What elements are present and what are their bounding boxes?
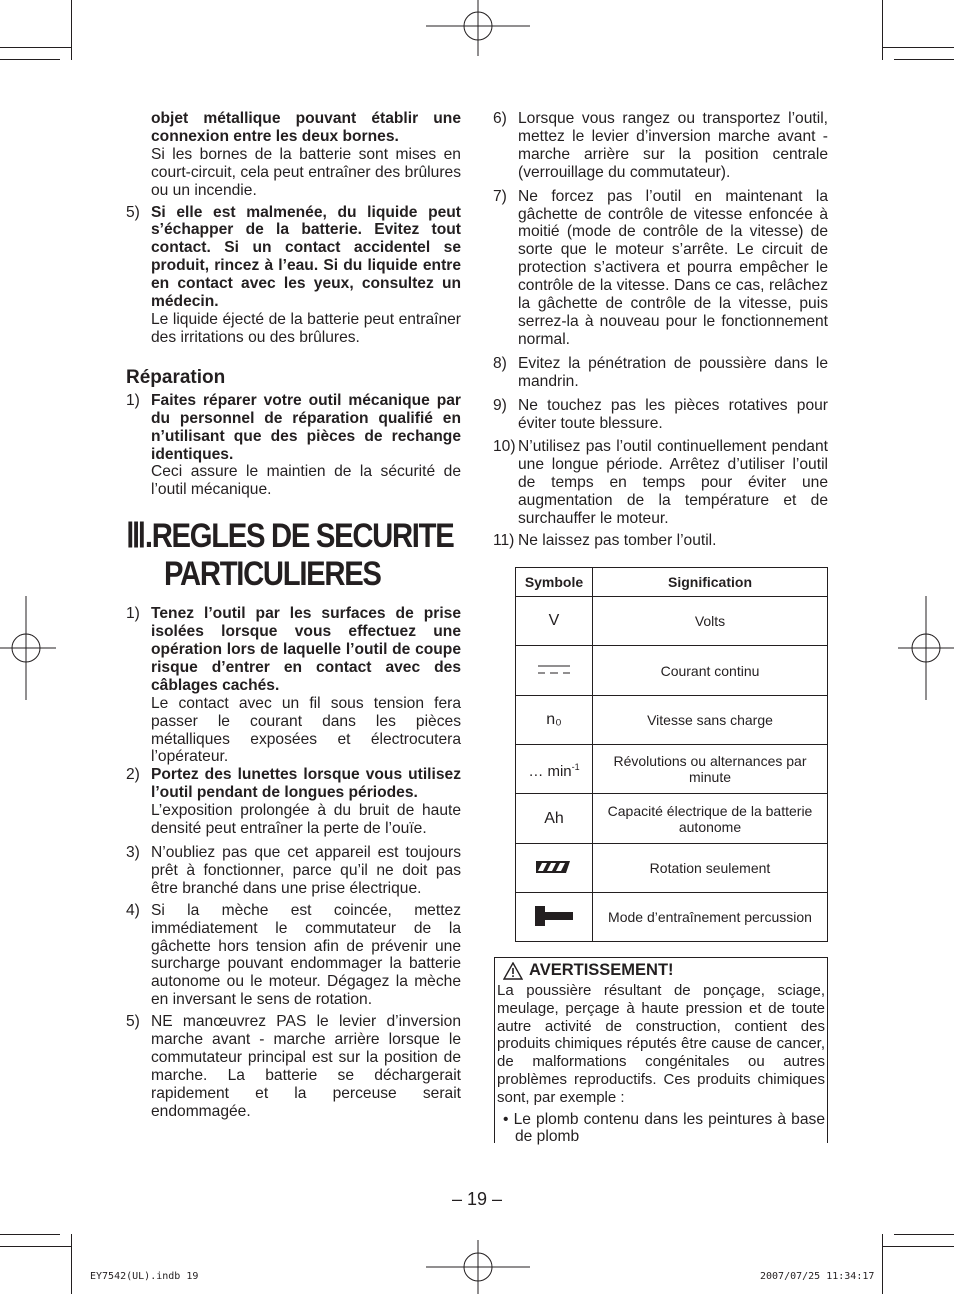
header-symbol: Symbole [516, 568, 593, 597]
item-number: 8) [493, 354, 507, 372]
item-number: 5) [126, 1013, 140, 1031]
meaning-cell: Volts [593, 597, 828, 646]
list-item [126, 605, 461, 766]
warning-box [494, 957, 828, 1146]
symbol-cell [516, 844, 593, 893]
item-bold-text: Faites réparer votre outil mécanique par du personnel de réparation qualifié en n’utilisant que des pièces de rechange identiques. [151, 391, 461, 463]
item-bold-text: Portez des lunettes lorsque vous utilisez l’outil pendant de longues périodes. [151, 766, 461, 802]
list-item [493, 438, 828, 528]
item-number: 9) [493, 396, 507, 414]
list-item [126, 1013, 461, 1120]
registration-mark-top [426, 0, 530, 56]
section-numeral: Ⅲ. [126, 517, 152, 556]
item-text: N’utilisez pas l’outil continuellement pendant une longue période. Arrêtez d’utiliser l’outil de temps en temps pour éviter une augmentation de la température et de surchauffer le moteur. [518, 438, 828, 528]
registration-mark-bottom [426, 1240, 530, 1294]
item-text: N’oubliez pas que cet appareil est toujours prêt à fonctionner, parce qu’il ne doit pas être branché dans une prise électrique. [151, 844, 461, 897]
list-item [126, 204, 461, 347]
meaning-cell: Vitesse sans charge [593, 696, 828, 745]
symbol-cell: n₀ [516, 696, 593, 745]
item-text: Lorsque vous rangez ou transportez l’outil, mettez le levier d’inversion marche avant - marche arrière sur la position centrale (verrouillage du commutateur). [518, 110, 828, 181]
item-text: Si la mèche est coincée, mettez immédiatement le commutateur de la gâchette hors tension afin de prévenir une surcharge pouvant endommager la batterie autonome ou le moteur. Dégagez la mèche en inversant le sens de rotation. [151, 901, 461, 1009]
table-row [516, 893, 828, 942]
item-text: Ne laissez pas tomber l’outil. [518, 531, 717, 549]
hammer-icon [535, 905, 573, 927]
meaning-cell: Capacité électrique de la batterie autonome [593, 794, 828, 844]
crop-mark [882, 47, 954, 48]
symbol-cell: Ah [516, 794, 593, 844]
symbol-cell: V [516, 597, 593, 646]
item-text: Ceci assure le maintien de la sécurité de l’outil mécanique. [151, 463, 461, 499]
meaning-cell: Mode d’entraînement percussion [593, 893, 828, 942]
item-text: Le liquide éjecté de la batterie peut entraîner des irritations ou des brûlures. [151, 310, 461, 346]
crop-mark [894, 59, 954, 60]
section-title [126, 517, 461, 601]
list-item [493, 110, 828, 182]
list-item [126, 902, 461, 1009]
crop-mark [882, 0, 883, 60]
crop-mark [0, 47, 72, 48]
symbol-superscript: -1 [571, 761, 580, 772]
section-title-line2: PARTICULIERES [164, 555, 381, 594]
section-title-line1: REGLES DE SECURITE [151, 517, 454, 556]
meaning-cell: Courant continu [593, 646, 828, 696]
item-text: NE manœuvrez PAS le levier d’inversion marche avant - marche arrière lorsque le commutateur principal est sur la position de marche. La batterie se déchargerait rapidement et la perceuse serait endommagée. [151, 1013, 461, 1120]
item-text: Evitez la pénétration de poussière dans le mandrin. [518, 354, 828, 390]
item-bold-text: Si elle est malmenée, du liquide peut s’échapper de la batterie. Evitez tout contact. Si un contact accidentel se produit, rincez à l’eau. Si du liquide entre en contact avec les yeux, consultez un médecin. [151, 203, 461, 311]
item-text: Ne forcez pas l’outil en maintenant la gâchette de contrôle de vitesse enfoncée à moitié (mode de contrôle de la vitesse) de sorte que le moteur s’arrête. Le circuit de protection s’activera et pourra empêcher le contrôle de la vitesse. Dans ce cas, relâchez la gâchette de contrôle de la vitesse, puis serrez-la à nouveau pour le fonctionnement normal. [518, 187, 828, 348]
list-item [493, 397, 828, 433]
crop-mark [882, 1246, 954, 1247]
table-row [516, 646, 828, 696]
crop-mark [71, 0, 72, 60]
crop-mark [894, 1234, 954, 1235]
left-column [126, 110, 461, 1121]
list-item [493, 188, 828, 349]
intro-bold-text: objet métallique pouvant établir une connexion entre les deux bornes. [151, 110, 461, 145]
item-number: 10) [493, 438, 516, 456]
crop-mark [0, 1234, 60, 1235]
footer-datetime: 2007/07/25 11:34:17 [760, 1271, 875, 1282]
item-number: 2) [126, 766, 140, 784]
header-meaning: Signification [593, 568, 828, 597]
page-number: – 19 – [451, 1189, 503, 1209]
symbol-cell [516, 893, 593, 942]
symbol-cell [516, 646, 593, 696]
item-bold-text: Tenez l’outil par les surfaces de prise isolées lorsque vous effectuez une opération lors de laquelle l’outil de coupe risque d’entrer en contact avec des câblages cachés. [151, 605, 461, 694]
symbol-table [515, 567, 828, 942]
reparation-heading: Réparation [126, 366, 226, 388]
crop-mark [0, 59, 60, 60]
item-text: Ne touchez pas les pièces rotatives pour éviter toute blessure. [518, 396, 828, 432]
item-number: 3) [126, 844, 140, 861]
warning-header [497, 960, 825, 982]
list-item [126, 392, 461, 499]
list-item [126, 766, 461, 838]
crop-mark [0, 1246, 72, 1247]
item-text: L’exposition prolongée à du bruit de haute densité peut entraîner la perte de l’ouïe. [151, 802, 461, 838]
drill-bit-icon [536, 859, 572, 875]
footer-file: EY7542(UL).indb 19 [90, 1271, 199, 1282]
table-header-row [516, 568, 828, 597]
direct-current-icon [537, 662, 571, 676]
registration-mark-left [0, 596, 56, 700]
list-item [126, 844, 461, 898]
item-number: 11) [493, 531, 515, 549]
item-number: 6) [493, 110, 507, 127]
symbol-cell [516, 745, 593, 794]
intro-text: Si les bornes de la batterie sont mises en court-circuit, cela peut entraîner des brûlures ou un incendie. [151, 145, 461, 199]
list-item [493, 532, 828, 550]
warning-bullet: • Le plomb contenu dans les peintures à base de plomb [503, 1110, 825, 1146]
meaning-cell: Révolutions ou alternances par minute [593, 745, 828, 794]
list-item [493, 355, 828, 391]
item-number: 7) [493, 187, 507, 205]
crop-mark [71, 1234, 72, 1294]
table-row [516, 745, 828, 794]
warning-triangle-icon [503, 962, 523, 980]
item-number: 4) [126, 901, 140, 919]
warning-text: La poussière résultant de ponçage, sciage, meulage, perçage à haute pression et de toute autre activité de construction, contient des produits chimiques réputés être cause de cancer, de malformations congénitales ou autres problèmes reproductifs. Ces produits chimiques sont, par exemple : [497, 982, 825, 1106]
table-row [516, 844, 828, 893]
item-number: 1) [126, 605, 140, 623]
symbol-text: … min [528, 762, 572, 780]
table-row [516, 597, 828, 646]
meaning-cell: Rotation seulement [593, 844, 828, 893]
item-text: Le contact avec un fil sous tension fera passer le courant dans les pièces métalliques exposées et électrocutera l’opérateur. [151, 694, 461, 766]
item-number: 5) [126, 203, 140, 221]
right-column [493, 110, 828, 550]
crop-mark [882, 1234, 883, 1294]
table-row [516, 696, 828, 745]
table-row [516, 794, 828, 844]
warning-title: AVERTISSEMENT! [529, 961, 674, 980]
item-number: 1) [126, 391, 140, 409]
registration-mark-right [898, 596, 954, 700]
